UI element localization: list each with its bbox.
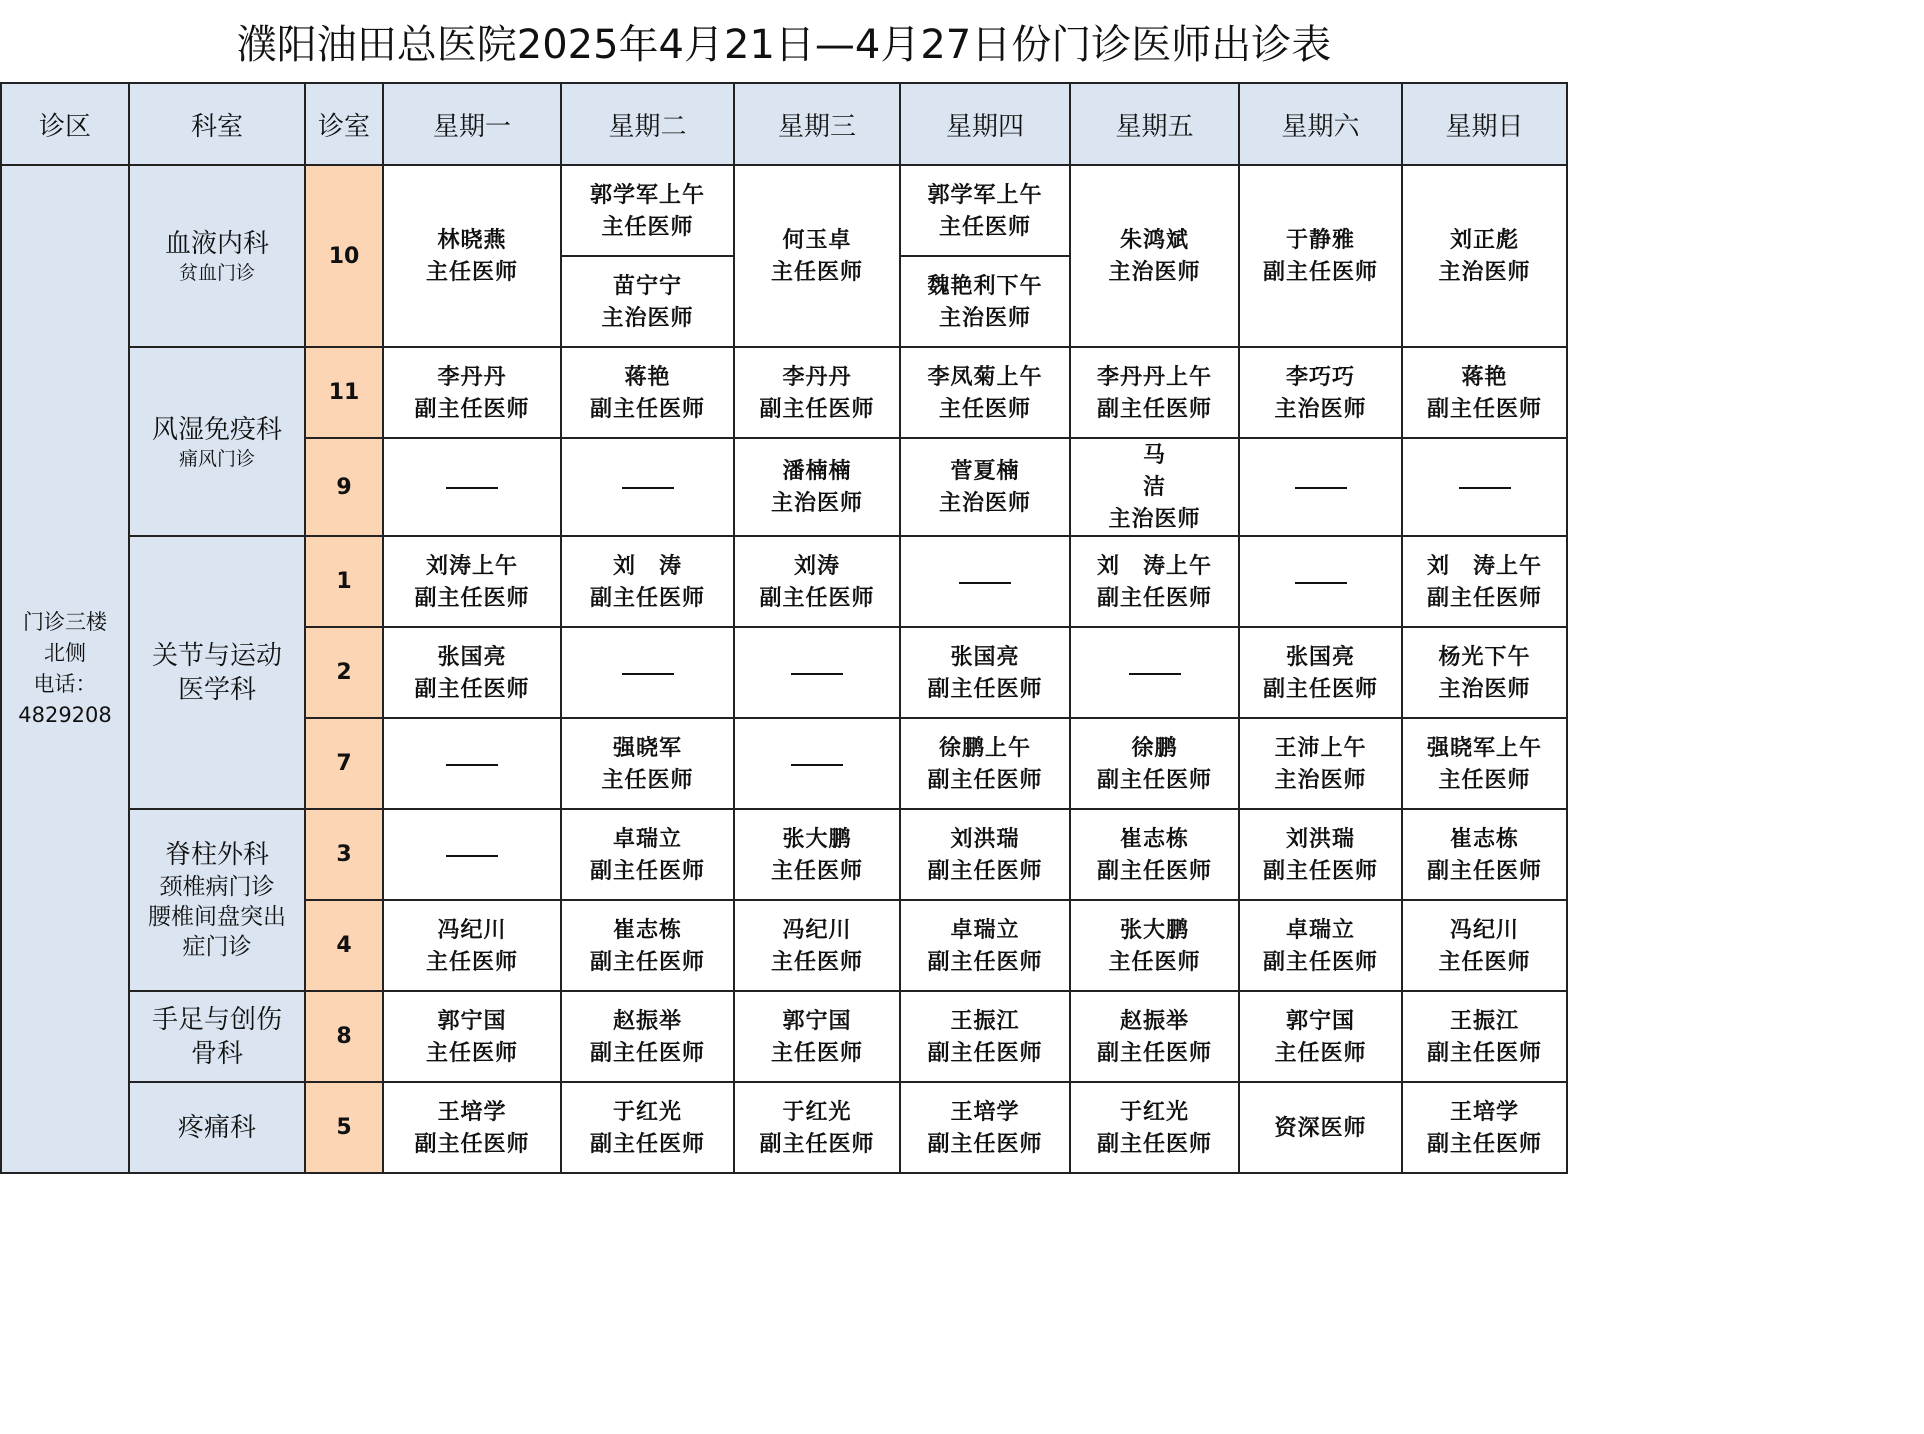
room-number: 10 [305, 165, 383, 347]
doctor-name: 张国亮 [437, 643, 507, 670]
doctor-cell [734, 809, 900, 900]
room-number: 5 [305, 1082, 383, 1173]
doctor-cell [734, 165, 900, 347]
doctor-name: 王沛上午 [1274, 734, 1367, 761]
dash-mark [622, 673, 674, 675]
room-number: 3 [305, 809, 383, 900]
doctor-name: 卓瑞立 [1285, 916, 1355, 943]
doctor-cell [383, 347, 561, 438]
doctor-name: 朱鸿斌 [1119, 227, 1189, 253]
doctor-cell [1070, 809, 1239, 900]
doctor-rank: 副主任医师 [927, 1130, 1043, 1157]
doctor-rank: 主任医师 [1438, 948, 1531, 975]
doctor-name: 刘 涛上午 [1426, 552, 1542, 579]
doctor-name: 冯纪川 [437, 916, 507, 943]
doctor-name: 徐鹏上午 [938, 734, 1031, 761]
doctor-name: 张大鹏 [782, 825, 852, 852]
doctor-cell [1239, 900, 1402, 991]
doctor-name: 于红光 [612, 1098, 682, 1125]
doctor-name: 于红光 [1119, 1098, 1189, 1125]
doctor-name: 蒋艳 [1461, 363, 1508, 390]
doctor-cell [1239, 347, 1402, 438]
dash-mark [1295, 582, 1347, 584]
doctor-cell [561, 718, 734, 809]
doctor-name: 蒋艳 [624, 363, 671, 390]
doctor-rank: 主治医师 [1438, 675, 1531, 702]
doctor-name: 王培学 [437, 1098, 507, 1125]
empty-slot [1239, 438, 1402, 536]
doctor-cell [900, 900, 1070, 991]
dept-hand-foot-trauma [129, 991, 305, 1082]
doctor-name: 冯纪川 [1449, 916, 1519, 943]
doctor-name: 刘正彪 [1449, 227, 1519, 253]
doctor-rank: 副主任医师 [759, 584, 875, 611]
dash-mark [446, 855, 498, 857]
empty-slot [1239, 536, 1402, 627]
dash-mark [446, 487, 498, 489]
doctor-name: 刘洪瑞 [1285, 825, 1355, 852]
doctor-rank: 主任医师 [1438, 766, 1531, 793]
room-number: 9 [305, 438, 383, 536]
doctor-rank: 主任医师 [601, 766, 694, 793]
doctor-cell [1239, 165, 1402, 347]
doctor-name: 杨光下午 [1438, 643, 1531, 670]
empty-slot [734, 718, 900, 809]
doctor-cell [1239, 718, 1402, 809]
doctor-cell-split [561, 165, 734, 347]
doctor-cell [1402, 1082, 1567, 1173]
doctor-name: 崔志栋 [1449, 825, 1519, 852]
doctor-rank: 副主任医师 [414, 584, 530, 611]
doctor-rank: 主任医师 [938, 213, 1031, 240]
doctor-cell [900, 809, 1070, 900]
dash-mark [791, 673, 843, 675]
dept-spine-surgery [129, 809, 305, 991]
doctor-cell [1070, 991, 1239, 1082]
doctor-rank: 主治医师 [601, 304, 694, 331]
doctor-rank: 主治医师 [1108, 506, 1201, 532]
doctor-rank: 副主任医师 [589, 1039, 705, 1066]
empty-slot [734, 627, 900, 718]
doctor-name: 郭宁国 [782, 1007, 852, 1034]
doctor-rank: 副主任医师 [1262, 259, 1378, 285]
doctor-rank: 副主任医师 [589, 1130, 705, 1157]
doctor-rank: 主任医师 [1274, 1039, 1367, 1066]
doctor-rank: 副主任医师 [1262, 948, 1378, 975]
doctor-rank: 主治医师 [1274, 395, 1367, 422]
dept-sub: 痛风门诊 [178, 447, 255, 470]
empty-slot [1070, 627, 1239, 718]
doctor-cell [1070, 900, 1239, 991]
doctor-name: 王振江 [950, 1007, 1020, 1034]
doctor-rank: 副主任医师 [1096, 857, 1212, 884]
doctor-cell [383, 991, 561, 1082]
doctor-name: 赵振举 [612, 1007, 682, 1034]
doctor-rank: 主治医师 [938, 304, 1031, 331]
doctor-cell [1070, 438, 1239, 536]
header-row [1, 83, 1567, 165]
room-number: 7 [305, 718, 383, 809]
doctor-rank: 主治医师 [938, 490, 1031, 516]
doctor-rank: 副主任医师 [927, 675, 1043, 702]
dept-name: 骨科 [190, 1038, 243, 1069]
doctor-cell [383, 536, 561, 627]
doctor-rank: 副主任医师 [589, 948, 705, 975]
doctor-name: 刘涛上午 [425, 552, 518, 579]
doctor-name: 苗宁宁 [612, 272, 682, 299]
doctor-cell [1239, 991, 1402, 1082]
area-line: 门诊三楼 [23, 610, 107, 634]
doctor-rank: 副主任医师 [927, 766, 1043, 793]
table-row-room-1 [1, 536, 1567, 627]
doctor-rank: 副主任医师 [1426, 1130, 1542, 1157]
doctor-rank: 资深医师 [1274, 1114, 1367, 1141]
doctor-name: 李丹丹 [782, 363, 852, 390]
dash-mark [1459, 487, 1511, 489]
doctor-cell [383, 627, 561, 718]
dash-mark [791, 764, 843, 766]
schedule-table [0, 82, 1568, 1174]
doctor-name: 林晓燕 [437, 227, 507, 253]
dept-name: 医学科 [177, 674, 256, 705]
dept-name: 手足与创伤 [151, 1004, 282, 1035]
dept-sub: 颈椎病门诊 [159, 874, 275, 900]
room-number: 2 [305, 627, 383, 718]
doctor-rank: 副主任医师 [1096, 395, 1212, 422]
doctor-rank: 副主任医师 [759, 1130, 875, 1157]
doctor-name: 潘楠楠 [782, 458, 852, 484]
doctor-cell [383, 900, 561, 991]
doctor-cell [1402, 347, 1567, 438]
dept-hematology [129, 165, 305, 347]
doctor-rank: 副主任医师 [1096, 1039, 1212, 1066]
area-line: 电话： [33, 672, 97, 696]
doctor-rank: 副主任医师 [1426, 395, 1542, 422]
doctor-cell [561, 536, 734, 627]
dept-rheumatology [129, 347, 305, 536]
empty-slot [561, 438, 734, 536]
doctor-rank: 主任医师 [938, 395, 1031, 422]
empty-slot [561, 627, 734, 718]
dept-name: 血液内科 [164, 229, 269, 259]
doctor-name: 于红光 [782, 1098, 852, 1125]
doctor-cell [1402, 627, 1567, 718]
doctor-rank: 主任医师 [770, 857, 863, 884]
header-sunday: 星期日 [1402, 83, 1567, 165]
doctor-rank: 副主任医师 [589, 584, 705, 611]
header-friday: 星期五 [1070, 83, 1239, 165]
doctor-name: 刘 涛 [612, 552, 682, 579]
doctor-cell [900, 1082, 1070, 1173]
dept-name: 疼痛科 [177, 1112, 256, 1143]
doctor-cell [1239, 627, 1402, 718]
doctor-rank: 副主任医师 [1262, 675, 1378, 702]
empty-slot [900, 536, 1070, 627]
doctor-am [562, 166, 733, 257]
doctor-name: 洁 [1142, 474, 1166, 500]
dept-name: 脊柱外科 [164, 840, 269, 870]
doctor-cell [1070, 536, 1239, 627]
empty-slot [383, 438, 561, 536]
doctor-cell [734, 536, 900, 627]
table-row-room-10 [1, 165, 1567, 347]
empty-slot [383, 718, 561, 809]
dash-mark [959, 582, 1011, 584]
doctor-rank: 主任医师 [425, 948, 518, 975]
doctor-rank: 副主任医师 [414, 675, 530, 702]
doctor-cell [1402, 165, 1567, 347]
doctor-rank: 副主任医师 [1426, 857, 1542, 884]
doctor-cell [1239, 809, 1402, 900]
doctor-name: 张国亮 [950, 643, 1020, 670]
doctor-cell [734, 438, 900, 536]
header-saturday: 星期六 [1239, 83, 1402, 165]
dept-joint-sports [129, 536, 305, 809]
doctor-cell [561, 1082, 734, 1173]
doctor-rank: 副主任医师 [1096, 766, 1212, 793]
doctor-cell [1402, 718, 1567, 809]
doctor-rank: 副主任医师 [589, 857, 705, 884]
doctor-cell [734, 347, 900, 438]
table-row-room-11 [1, 347, 1567, 438]
doctor-rank: 主治医师 [770, 490, 863, 516]
dept-name: 关节与运动 [151, 640, 282, 671]
dash-mark [1129, 673, 1181, 675]
doctor-name: 强晓军 [612, 734, 682, 761]
doctor-name: 李凤菊上午 [927, 363, 1043, 390]
area-phone: 4829208 [18, 703, 112, 727]
doctor-name: 王振江 [1449, 1007, 1519, 1034]
page-title: 濮阳油田总医院2025年4月21日—4月27日份门诊医师出诊表 [236, 21, 1332, 68]
dept-name: 风湿免疫科 [151, 414, 282, 445]
doctor-cell [900, 347, 1070, 438]
doctor-name: 李丹丹 [437, 363, 507, 390]
doctor-name: 王培学 [1449, 1098, 1519, 1125]
dash-mark [446, 764, 498, 766]
table-row-room-3 [1, 809, 1567, 900]
dept-pain [129, 1082, 305, 1173]
doctor-name: 李巧巧 [1285, 363, 1355, 390]
doctor-cell [561, 347, 734, 438]
doctor-cell [383, 165, 561, 347]
doctor-name: 崔志栋 [1119, 825, 1189, 852]
doctor-cell [900, 991, 1070, 1082]
doctor-name: 张大鹏 [1119, 916, 1189, 943]
doctor-name: 赵振举 [1119, 1007, 1189, 1034]
doctor-name: 刘洪瑞 [950, 825, 1020, 852]
table-row-room-5 [1, 1082, 1567, 1173]
dash-mark [1295, 487, 1347, 489]
header-wednesday: 星期三 [734, 83, 900, 165]
empty-slot [383, 809, 561, 900]
header-room: 诊室 [305, 83, 383, 165]
doctor-rank: 副主任医师 [414, 1130, 530, 1157]
doctor-name: 菅夏楠 [950, 458, 1020, 484]
doctor-cell [1239, 1082, 1402, 1173]
doctor-pm [901, 257, 1069, 346]
doctor-rank: 主任医师 [425, 259, 518, 285]
doctor-rank: 主治医师 [1108, 259, 1201, 285]
room-number: 8 [305, 991, 383, 1082]
doctor-rank: 副主任医师 [1262, 857, 1378, 884]
doctor-name: 何玉卓 [782, 227, 852, 253]
doctor-rank: 副主任医师 [1096, 584, 1212, 611]
dash-mark [622, 487, 674, 489]
doctor-cell [1402, 536, 1567, 627]
doctor-rank: 主治医师 [1438, 259, 1531, 285]
doctor-rank: 副主任医师 [1426, 1039, 1542, 1066]
area-cell [1, 165, 129, 1173]
doctor-rank: 主治医师 [1274, 766, 1367, 793]
dept-sub: 贫血门诊 [178, 262, 255, 284]
doctor-cell [1070, 347, 1239, 438]
doctor-cell [900, 718, 1070, 809]
header-thursday: 星期四 [900, 83, 1070, 165]
doctor-cell-split [900, 165, 1070, 347]
doctor-name: 于静雅 [1285, 227, 1355, 253]
doctor-cell [734, 900, 900, 991]
doctor-rank: 副主任医师 [589, 395, 705, 422]
doctor-rank: 主任医师 [770, 259, 863, 285]
doctor-cell [1402, 991, 1567, 1082]
doctor-name: 张国亮 [1285, 643, 1355, 670]
doctor-cell [1070, 165, 1239, 347]
doctor-rank: 副主任医师 [759, 395, 875, 422]
doctor-cell [561, 809, 734, 900]
table-row-room-8 [1, 991, 1567, 1082]
doctor-name: 刘涛 [793, 552, 840, 579]
doctor-am [901, 166, 1069, 257]
doctor-rank: 副主任医师 [1426, 584, 1542, 611]
doctor-rank: 副主任医师 [414, 395, 530, 422]
room-number: 11 [305, 347, 383, 438]
doctor-rank: 主任医师 [601, 213, 694, 240]
header-area: 诊区 [1, 83, 129, 165]
doctor-cell [561, 991, 734, 1082]
dept-sub: 腰椎间盘突出 [148, 904, 286, 930]
doctor-name: 郭宁国 [1285, 1007, 1355, 1034]
doctor-cell [561, 900, 734, 991]
doctor-name: 卓瑞立 [612, 825, 682, 852]
room-number: 4 [305, 900, 383, 991]
doctor-name: 郭宁国 [437, 1007, 507, 1034]
doctor-cell [734, 991, 900, 1082]
doctor-name: 郭学军上午 [589, 181, 705, 208]
doctor-name: 刘 涛上午 [1096, 552, 1212, 579]
doctor-cell [383, 1082, 561, 1173]
doctor-rank: 主任医师 [1108, 948, 1201, 975]
doctor-rank: 副主任医师 [927, 1039, 1043, 1066]
doctor-name: 强晓军上午 [1426, 734, 1542, 761]
header-monday: 星期一 [383, 83, 561, 165]
doctor-name: 崔志栋 [612, 916, 682, 943]
doctor-name: 王培学 [950, 1098, 1020, 1125]
doctor-rank: 副主任医师 [927, 857, 1043, 884]
doctor-name: 卓瑞立 [950, 916, 1020, 943]
doctor-rank: 副主任医师 [1096, 1130, 1212, 1157]
doctor-rank: 主任医师 [770, 1039, 863, 1066]
doctor-pm [562, 257, 733, 346]
doctor-rank: 主任医师 [770, 948, 863, 975]
doctor-cell [1070, 1082, 1239, 1173]
doctor-cell [1402, 900, 1567, 991]
doctor-name: 郭学军上午 [927, 181, 1043, 208]
doctor-cell [900, 627, 1070, 718]
doctor-cell [1070, 718, 1239, 809]
doctor-name: 马 [1142, 442, 1166, 468]
header-tuesday: 星期二 [561, 83, 734, 165]
dept-sub: 症门诊 [182, 934, 252, 960]
empty-slot [1402, 438, 1567, 536]
doctor-rank: 副主任医师 [927, 948, 1043, 975]
doctor-name: 徐鹏 [1131, 734, 1178, 761]
doctor-rank: 主任医师 [425, 1039, 518, 1066]
doctor-cell [734, 1082, 900, 1173]
doctor-name: 魏艳利下午 [927, 272, 1043, 299]
doctor-cell [1402, 809, 1567, 900]
doctor-name: 李丹丹上午 [1096, 363, 1212, 390]
doctor-cell [900, 438, 1070, 536]
header-dept: 科室 [129, 83, 305, 165]
area-line: 北侧 [44, 641, 86, 665]
doctor-name: 冯纪川 [782, 916, 852, 943]
room-number: 1 [305, 536, 383, 627]
